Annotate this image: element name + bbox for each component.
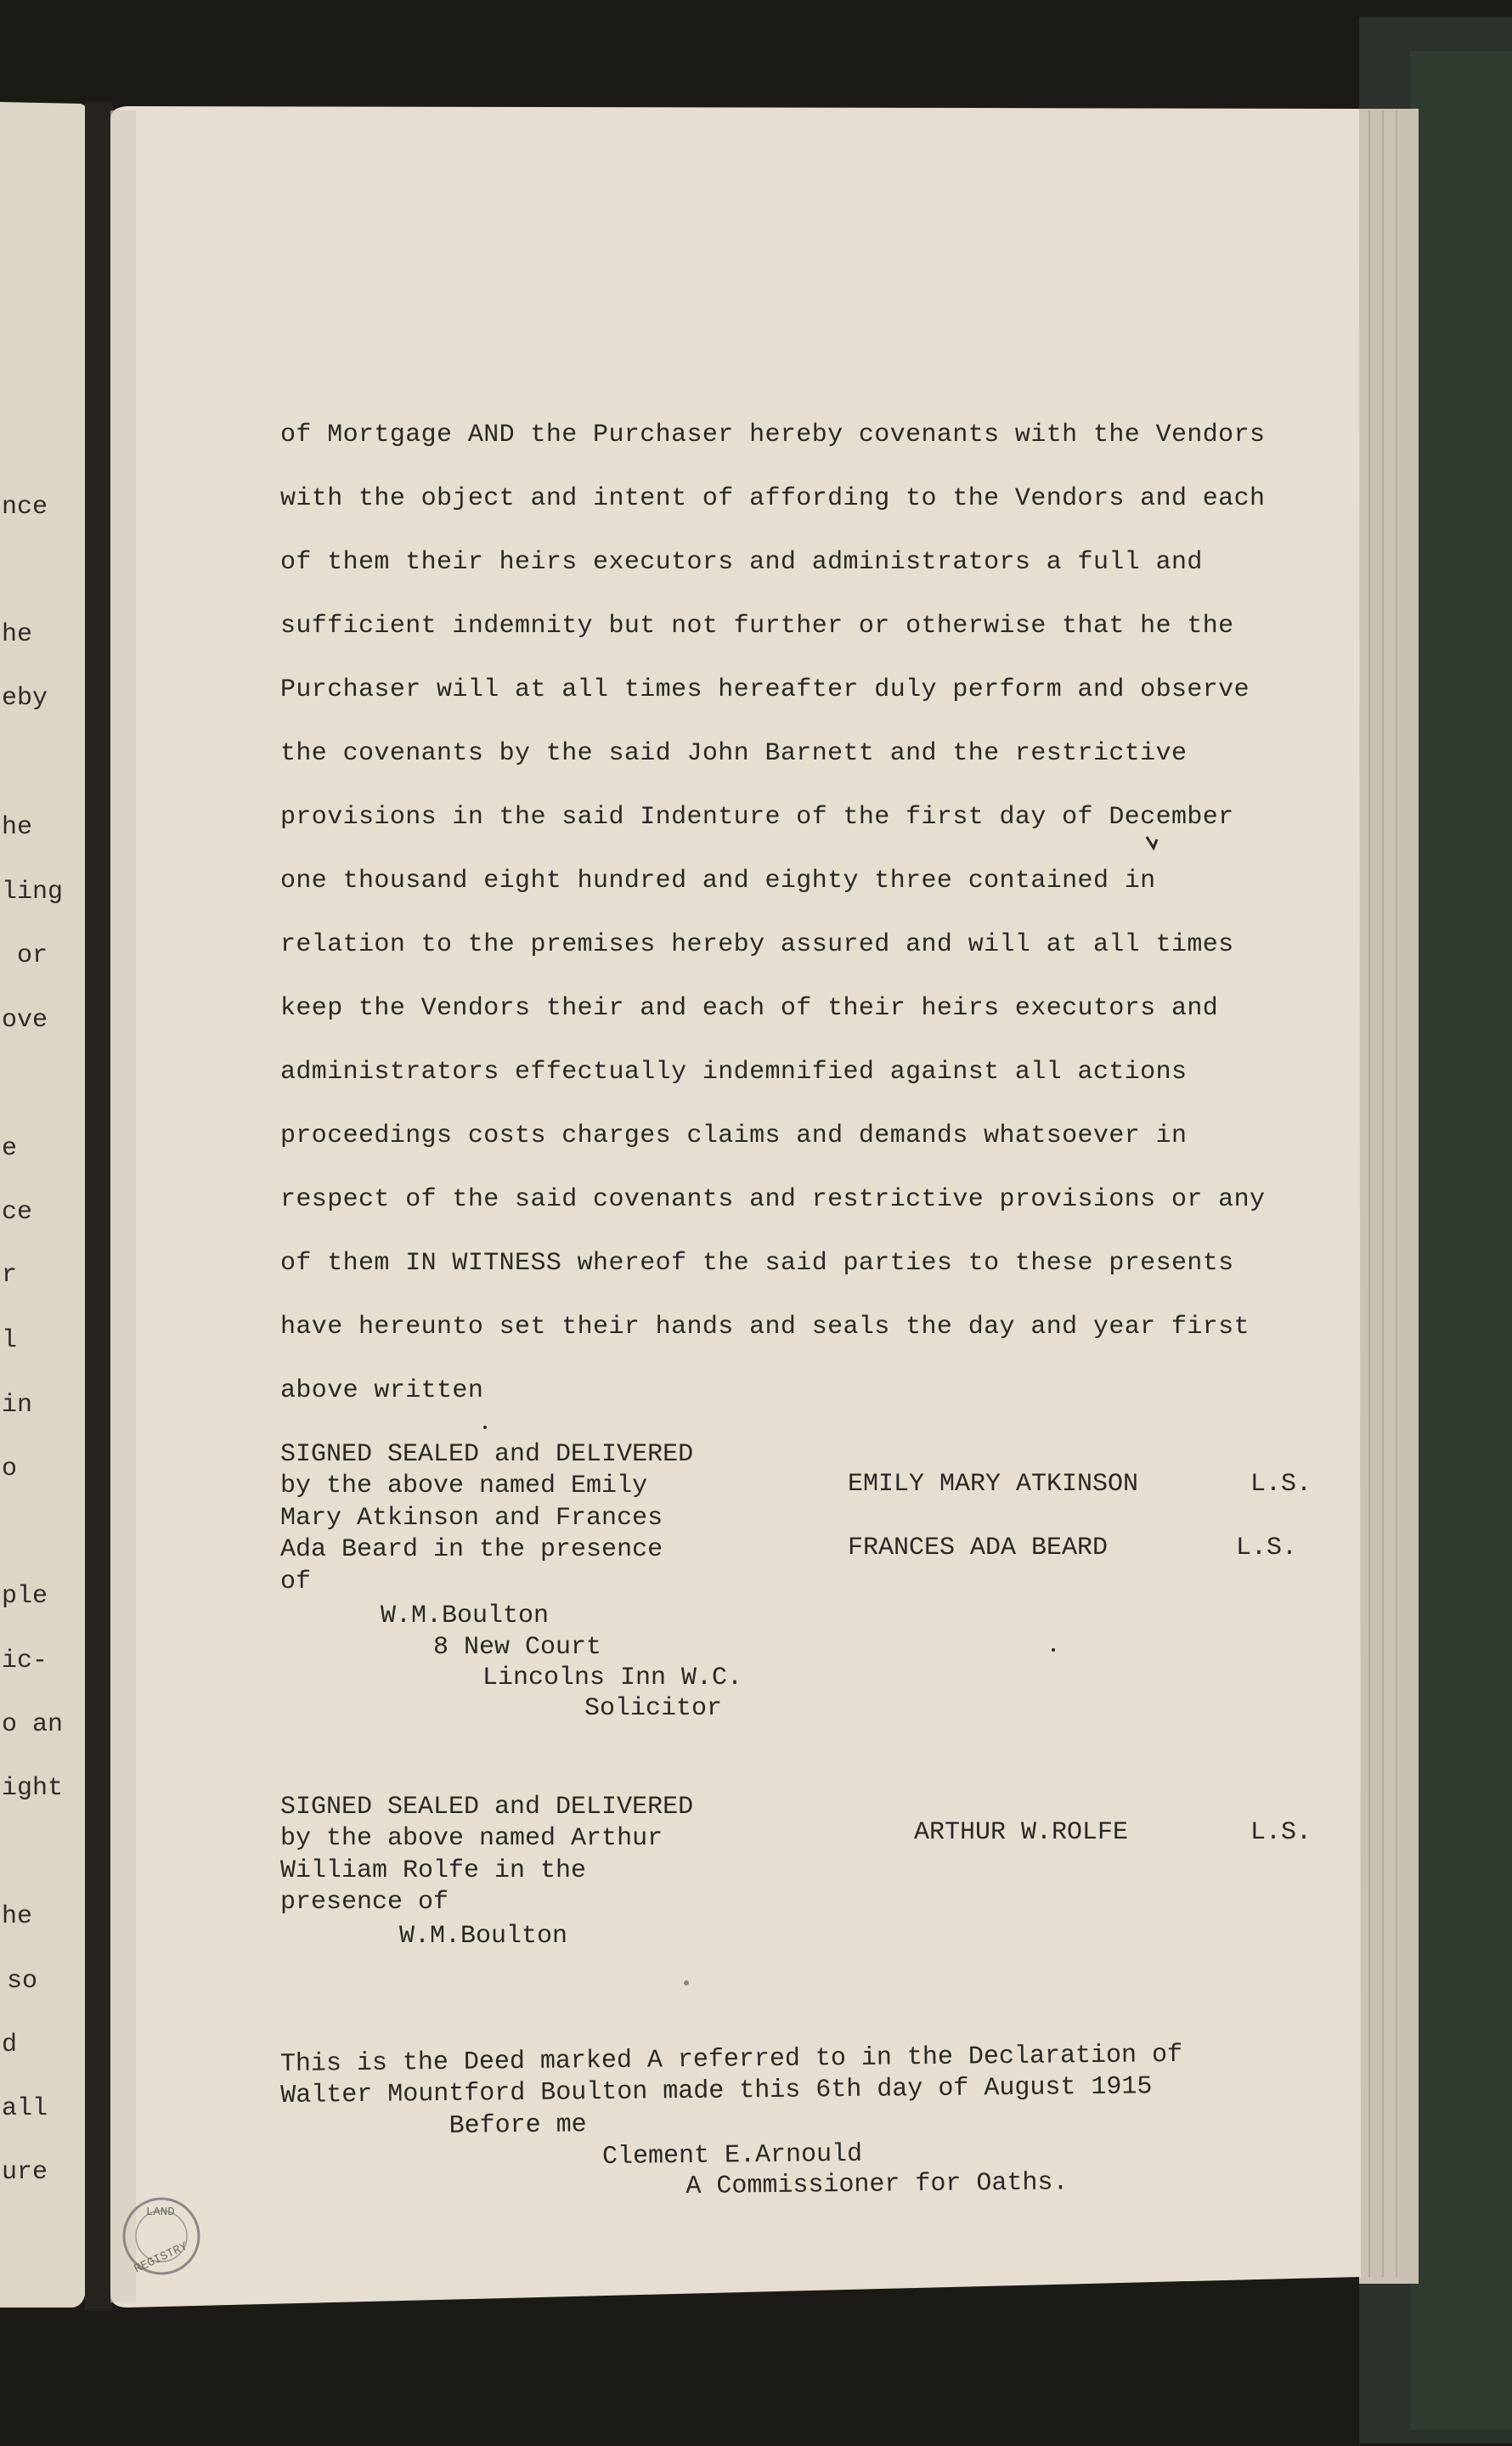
declaration-line: Before me	[449, 2110, 587, 2141]
attestation-line: by the above named Arthur	[280, 1824, 663, 1853]
stamp-label: REGISTRY	[132, 2240, 190, 2277]
declaration-line: This is the Deed marked A referred to in the Declaration of	[279, 2040, 1183, 2079]
left-fragment: so	[7, 1967, 38, 1996]
left-fragment: o an	[2, 1710, 64, 1739]
body-line: administrators effectually indemnified against all actions	[280, 1058, 1188, 1087]
declaration-line: Walter Mountford Boulton made this 6th day of August 1915	[280, 2072, 1153, 2110]
body-line: one thousand eight hundred and eighty three contained in	[280, 867, 1156, 895]
witness-line: Lincolns Inn W.C.	[482, 1664, 743, 1692]
witness-line: W.M.Boulton	[381, 1601, 550, 1630]
left-fragment: ce	[2, 1198, 33, 1227]
left-fragment: he	[2, 813, 33, 842]
attestation-line: SIGNED SEALED and DELIVERED	[280, 1793, 694, 1822]
body-line: of them their heirs executors and administrators a full and	[280, 548, 1203, 577]
left-fragment: all	[2, 2094, 48, 2123]
seal-mark: L.S.	[1250, 1470, 1312, 1499]
witness-line: W.M.Boulton	[399, 1922, 568, 1951]
signatory-name: FRANCES ADA BEARD	[848, 1534, 1109, 1562]
left-fragment: ling	[2, 878, 64, 907]
body-line: above written	[280, 1376, 484, 1405]
left-fragment: o	[2, 1455, 18, 1483]
left-fragment: nce	[2, 493, 48, 522]
body-line: of them IN WITNESS whereof the said parties to these presents	[280, 1249, 1234, 1278]
attestation-line: by the above named Emily	[280, 1472, 648, 1500]
declaration-line: Clement E.Arnould	[601, 2139, 863, 2172]
declaration-line: A Commissioner for Oaths.	[685, 2168, 1069, 2202]
body-line: relation to the premises hereby assured and will at all times	[280, 930, 1234, 959]
attestation-line: William Rolfe in the	[280, 1856, 587, 1885]
attestation-line: of	[280, 1568, 312, 1596]
left-fragment: he	[2, 1902, 33, 1931]
left-fragment: r	[2, 1261, 18, 1290]
stamp-label: LAND	[146, 2206, 175, 2219]
attestation-line: Ada Beard in the presence	[280, 1535, 663, 1564]
left-fragment: e	[2, 1134, 18, 1163]
body-line: of Mortgage AND the Purchaser hereby covenants with the Vendors	[280, 421, 1266, 449]
body-line: sufficient indemnity but not further or otherwise that he the	[280, 612, 1234, 641]
witness-line: 8 New Court	[433, 1633, 602, 1662]
attestation-line: SIGNED SEALED and DELIVERED	[280, 1440, 694, 1469]
attestation-line: Mary Atkinson and Frances	[280, 1504, 663, 1533]
left-fragment: or	[17, 941, 48, 970]
left-fragment: ure	[2, 2158, 48, 2187]
left-fragment: eby	[2, 684, 48, 713]
attestation-line: presence of	[280, 1888, 449, 1917]
body-line: provisions in the said Indenture of the first day of December	[280, 803, 1234, 832]
left-fragment: ic-	[2, 1647, 48, 1675]
left-fragment: ight	[2, 1774, 64, 1803]
seal-mark: L.S.	[1250, 1818, 1312, 1847]
left-fragment: l	[2, 1326, 18, 1355]
witness-line: Solicitor	[584, 1694, 723, 1723]
left-fragment: he	[2, 620, 33, 649]
signatory-name: ARTHUR W.ROLFE	[914, 1818, 1129, 1847]
body-line: respect of the said covenants and restrictive provisions or any	[280, 1185, 1266, 1214]
left-fragment: d	[2, 2031, 18, 2059]
body-line: have hereunto set their hands and seals the day and year first	[280, 1313, 1250, 1342]
seal-mark: L.S.	[1236, 1534, 1298, 1562]
left-fragment: in	[2, 1391, 33, 1420]
left-fragment: ple	[2, 1582, 48, 1611]
body-line: keep the Vendors their and each of their heirs executors and	[280, 994, 1219, 1023]
body-line: proceedings costs charges claims and demands whatsoever in	[280, 1121, 1188, 1150]
body-line: with the object and intent of affording to the Vendors and each	[280, 484, 1266, 513]
body-line: Purchaser will at all times hereafter duly perform and observe	[280, 675, 1250, 704]
left-fragment: ove	[2, 1006, 48, 1035]
body-line: the covenants by the said John Barnett and the restrictive	[280, 739, 1188, 768]
signatory-name: EMILY MARY ATKINSON	[848, 1470, 1139, 1499]
